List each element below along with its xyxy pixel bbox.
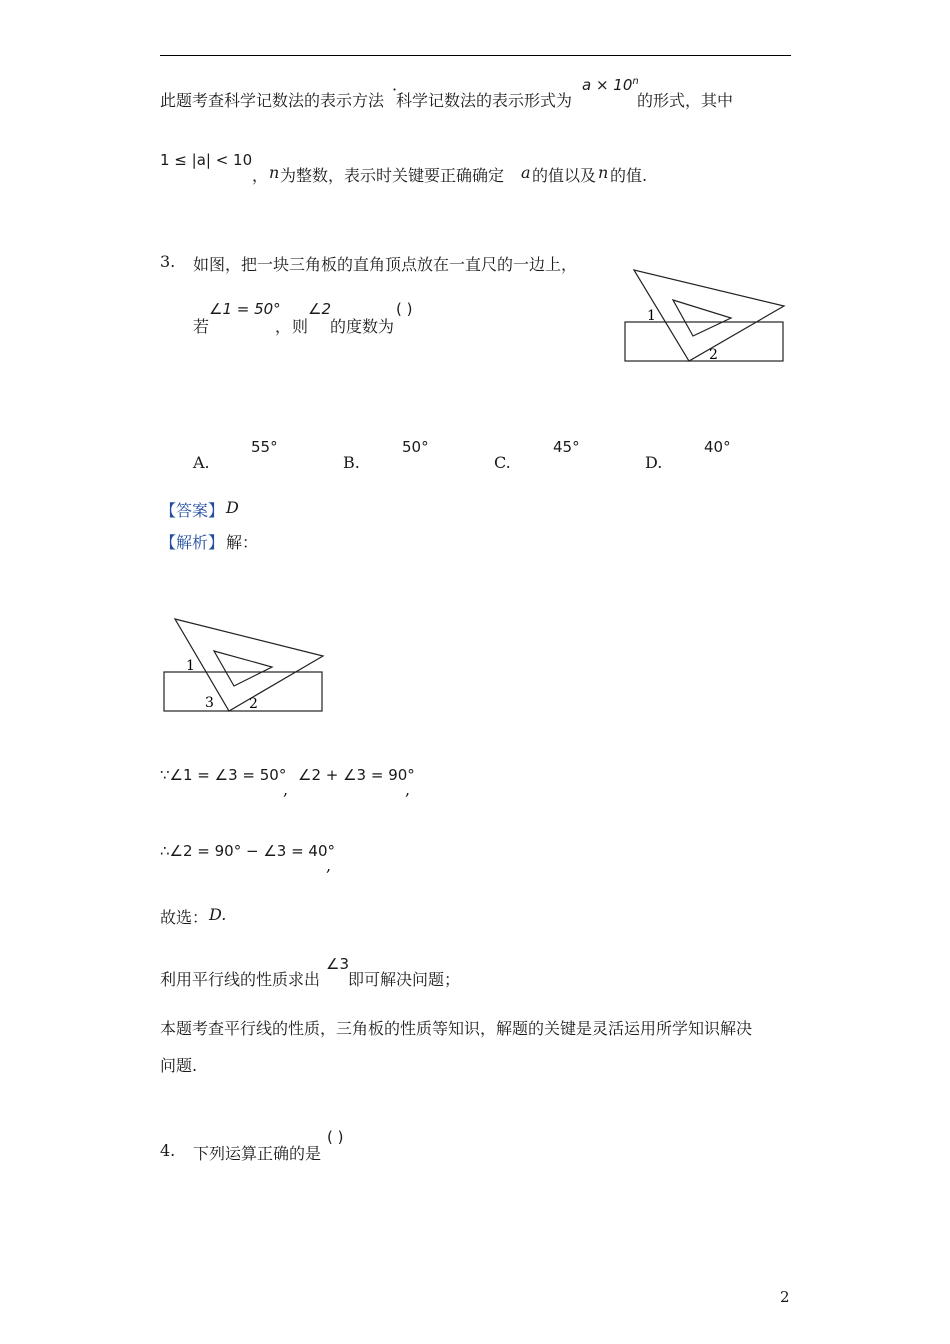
choose-text: 故选： [160,908,209,927]
step-1-sep: , [283,780,289,799]
var-a: a [521,163,531,182]
formula-range: 1 ≤ |a| < 10 [160,151,253,169]
page-number: 2 [780,1288,790,1306]
formula-scientific: $a \times 10^n$ [582,76,639,94]
step-1b-sep: , [405,780,411,799]
var-n-1: n [269,163,280,182]
solution-label-2: 2 [249,696,258,712]
choose-letter: D. [209,905,227,924]
answer-tag: 【答案】 [160,501,225,520]
q4-paren: ( ) [327,1128,344,1146]
q3-ruo: 若 [193,317,210,336]
intro-text-6: 的值. [610,166,648,185]
option-c-value[interactable]: 45° [553,438,580,456]
step-2-sep: , [326,856,332,875]
option-d-letter[interactable]: D. [645,453,663,472]
option-d-value[interactable]: 40° [704,438,731,456]
q3-ze: 则 [292,317,309,336]
intro-text-5: 的值以及 [532,166,597,185]
q3-stem-1: 如图，把一块三角板的直角顶点放在一直尺的一边上， [193,255,578,274]
q3-condition-1: ∠1 = 50° [209,300,281,318]
step-1b: ∠2 + ∠3 = 90° [298,766,415,784]
method-text-1: 利用平行线的性质求出 [160,970,321,989]
q3-paren: ( ) [396,300,413,318]
option-a-letter[interactable]: A. [193,453,210,472]
q3-comma: ， [275,317,292,336]
intro-text-3: 的形式，其中 [637,91,734,110]
intro-dot: · [392,80,398,99]
q4-stem: 下列运算正确的是 [193,1144,322,1163]
intro-text-1: 此题考查科学记数法的表示方法 [160,91,385,110]
intro-text-2: 科学记数法的表示形式为 [396,91,573,110]
intro-comma: ， [252,166,269,185]
q3-figure [620,264,790,368]
fig-label-1: 1 [647,308,656,324]
analysis-intro: 解： [226,533,259,552]
ruler [625,322,783,361]
solution-set-square-inner [214,651,272,686]
top-rule [160,55,791,56]
q3-stem-2: 的度数为 [330,317,395,336]
fig-label-2: 2 [709,347,718,363]
solution-label-1: 1 [186,658,195,674]
option-b-letter[interactable]: B. [343,453,360,472]
intro-text-4: 为整数，表示时关键要正确确定 [280,166,505,185]
method-text-2: 即可解决问题； [348,970,461,989]
set-square-inner [673,300,731,336]
var-n-2: n [598,163,609,182]
q3-number: 3. [160,252,176,271]
comment-line-2: 问题. [160,1056,198,1075]
answer-value: D [226,498,239,517]
solution-label-3: 3 [205,695,214,711]
step-2: ∴∠2 = 90° − ∠3 = 40° [160,842,336,860]
option-a-value[interactable]: 55° [251,438,278,456]
analysis-tag: 【解析】 [160,533,225,552]
option-b-value[interactable]: 50° [402,438,429,456]
method-angle: ∠3 [326,955,349,973]
solution-ruler [164,672,322,711]
q4-number: 4. [160,1141,176,1160]
step-1: ∵∠1 = ∠3 = 50° [160,766,287,784]
q3-condition-2: ∠2 [308,300,331,318]
solution-figure [160,612,330,716]
option-c-letter[interactable]: C. [494,453,511,472]
comment-line-1: 本题考查平行线的性质，三角板的性质等知识，解题的关键是灵活运用所学知识解决 [160,1019,753,1038]
